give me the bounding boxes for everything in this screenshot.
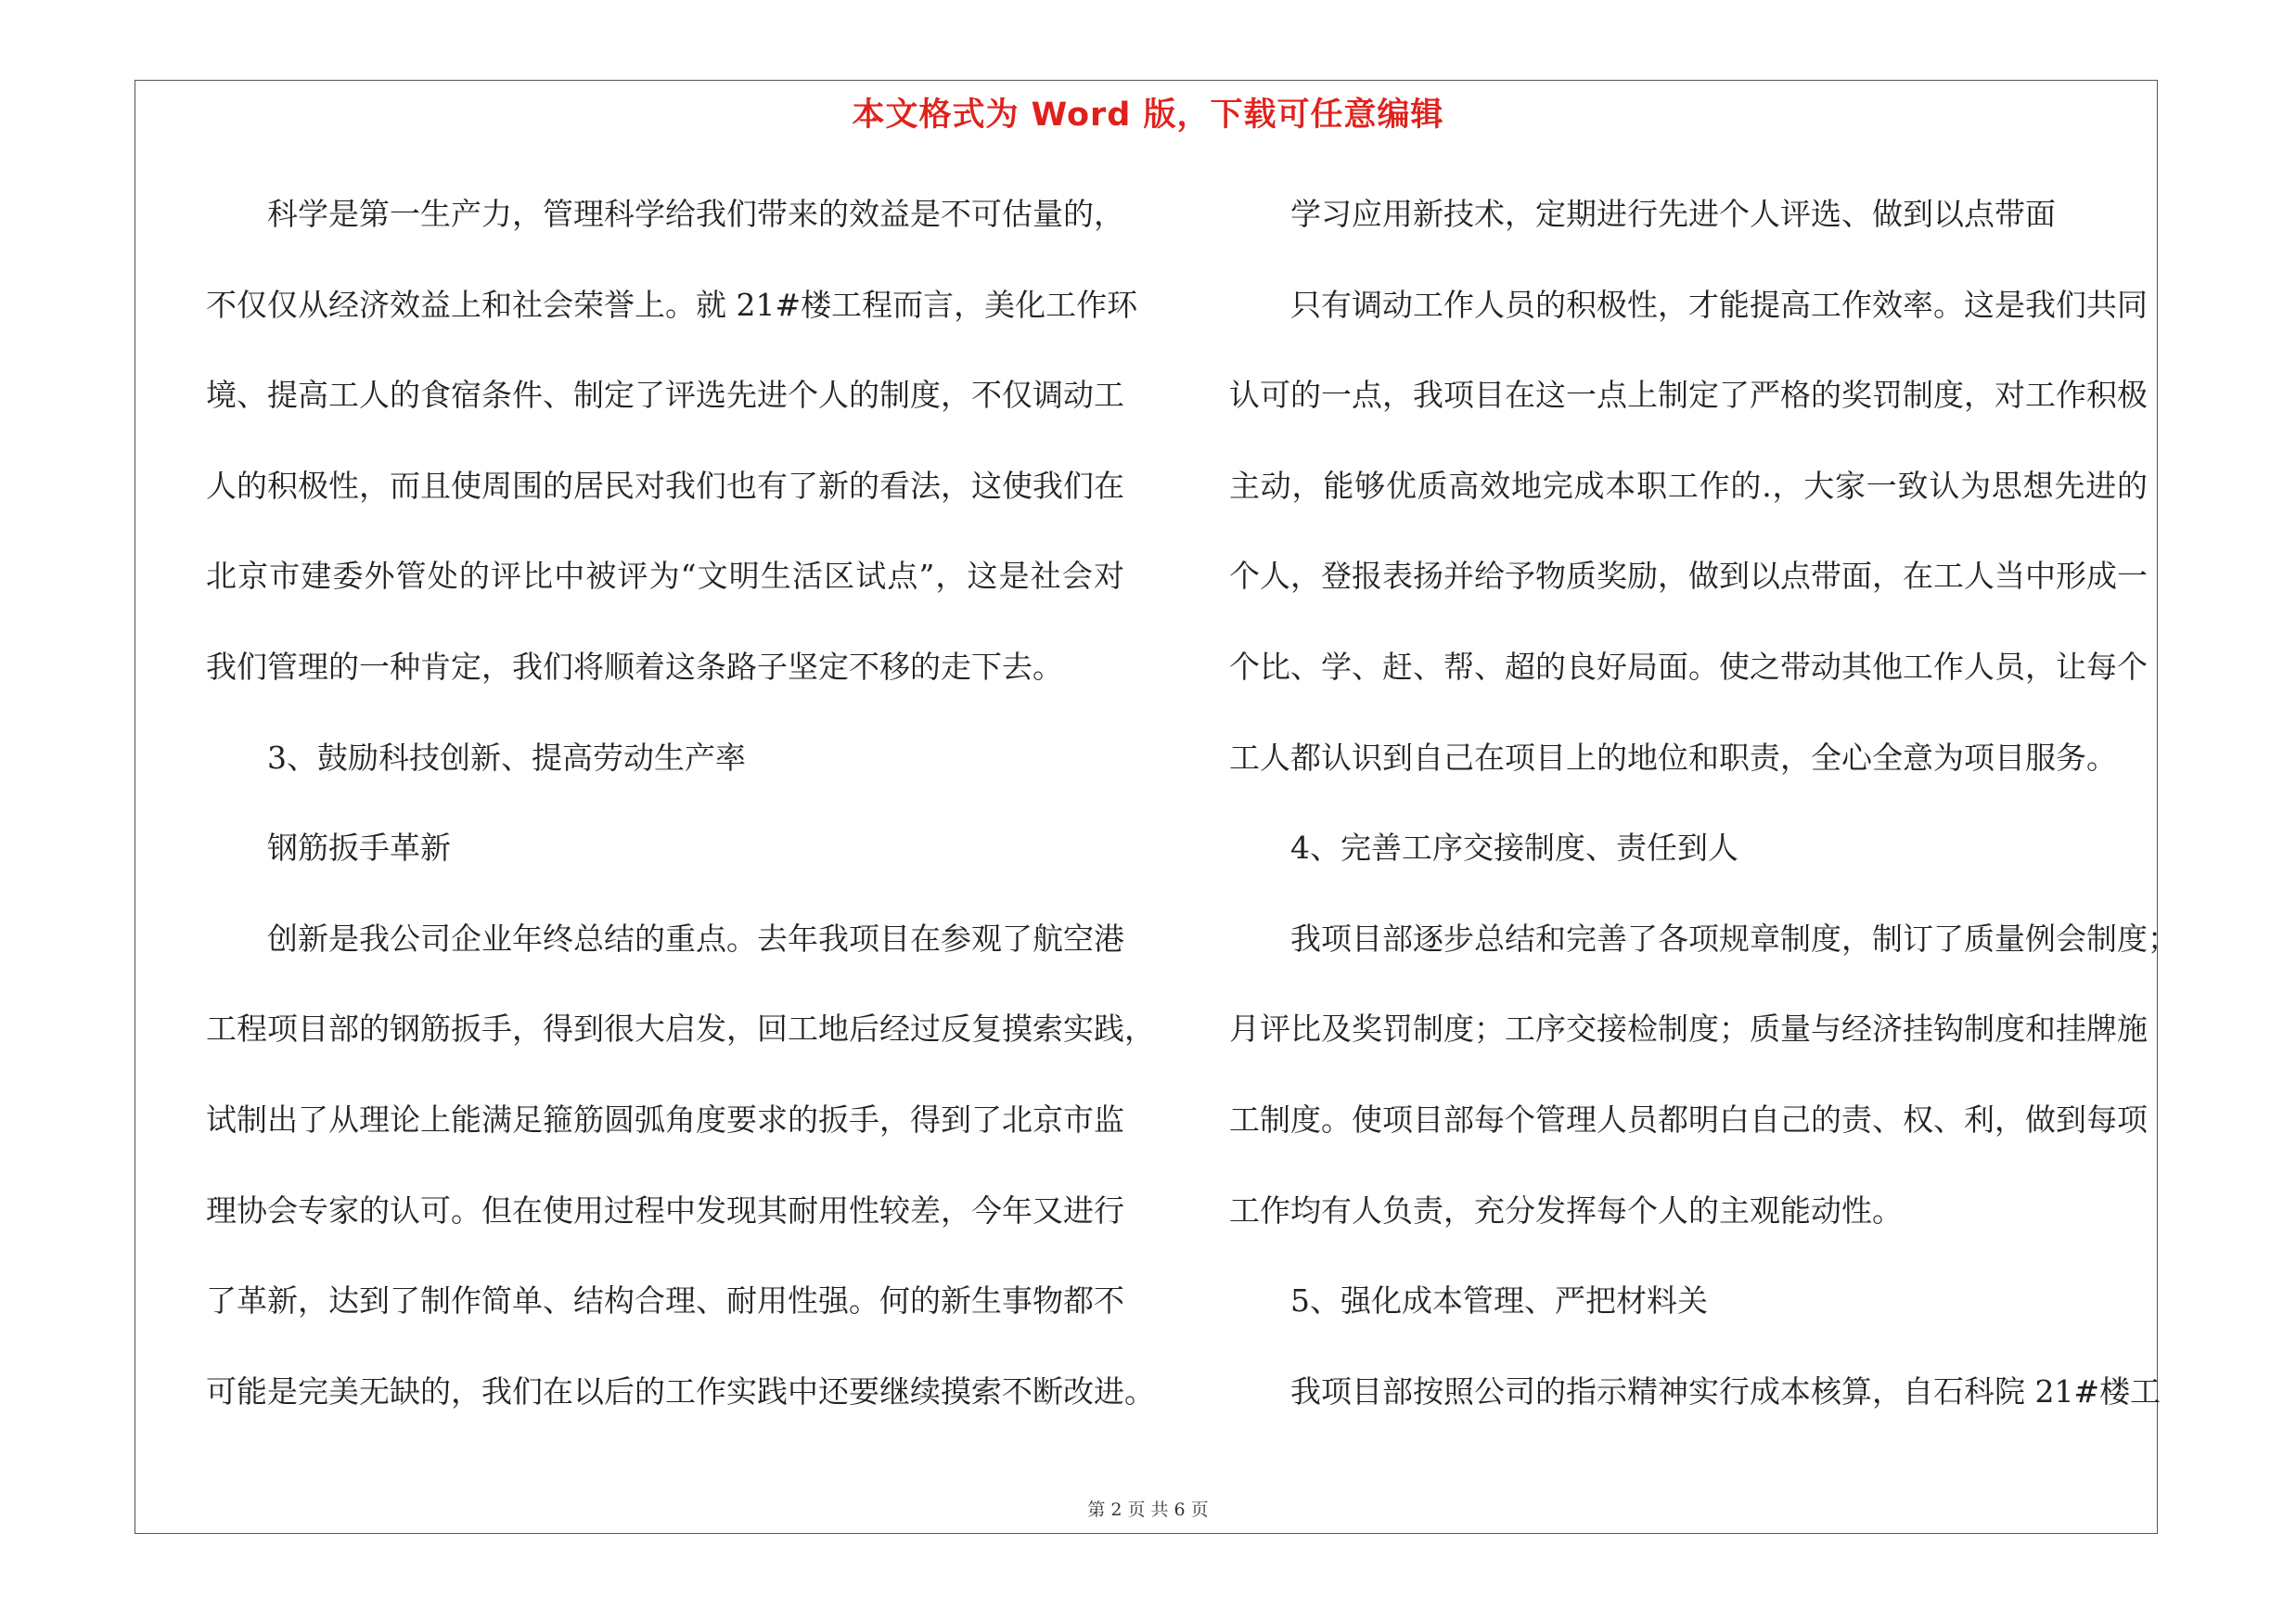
paragraph-line: 科学是第一生产力，管理科学给我们带来的效益是不可估量的， [267, 196, 1124, 232]
subheading: 学习应用新技术，定期进行先进个人评选、做到以点带面 [1290, 196, 2056, 232]
paragraph-line: 只有调动工作人员的积极性，才能提高工作效率。这是我们共同 [1290, 286, 2148, 323]
paragraph-line: 我项目部按照公司的指示精神实行成本核算，自石科院 21#楼工 [1290, 1372, 2161, 1410]
paragraph-line: 工人都认识到自己在项目上的地位和职责，全心全意为项目服务。 [1229, 739, 2117, 776]
paragraph-line: 境、提高工人的食宿条件、制定了评选先进个人的制度，不仅调动工 [206, 377, 1124, 414]
paragraph-line: 了革新，达到了制作简单、结构合理、耐用性强。何的新生事物都不 [206, 1282, 1124, 1320]
paragraph-line: 个比、学、赶、帮、超的良好局面。使之带动其他工作人员，让每个 [1229, 648, 2148, 685]
paragraph-line: 我项目部逐步总结和完善了各项规章制度，制订了质量例会制度； [1290, 920, 2178, 957]
paragraph-line: 试制出了从理论上能满足箍筋圆弧角度要求的扳手，得到了北京市监 [206, 1101, 1124, 1138]
paragraph-line: 认可的一点，我项目在这一点上制定了严格的奖罚制度，对工作积极 [1229, 377, 2148, 414]
paragraph-line: 工作均有人负责，充分发挥每个人的主观能动性。 [1229, 1191, 1903, 1229]
paragraph-line: 个人，登报表扬并给予物质奖励，做到以点带面，在工人当中形成一 [1229, 558, 2148, 595]
subheading: 钢筋扳手革新 [267, 830, 451, 867]
paragraph-line: 人的积极性，而且使周围的居民对我们也有了新的看法，这使我们在 [206, 467, 1124, 504]
page-number: 第 2 页 共 6 页 [1087, 1500, 1209, 1520]
section-heading: 4、完善工序交接制度、责任到人 [1290, 830, 1738, 867]
paragraph-line: 创新是我公司企业年终总结的重点。去年我项目在参观了航空港 [267, 920, 1124, 957]
right-column [1229, 182, 2178, 1449]
paragraph-line: 主动，能够优质高效地完成本职工作的.，大家一致认为思想先进的 [1229, 467, 2148, 504]
section-heading: 5、强化成本管理、严把材料关 [1290, 1282, 1708, 1320]
paragraph-line: 不仅仅从经济效益上和社会荣誉上。就 21#楼工程而言，美化工作环 [206, 286, 1138, 323]
paragraph-line: 工程项目部的钢筋扳手，得到很大启发，回工地后经过反复摸索实践， [206, 1011, 1155, 1048]
word-format-banner: 本文格式为 Word 版，下载可任意编辑 [852, 97, 1444, 134]
paragraph-line: 理协会专家的认可。但在使用过程中发现其耐用性较差，今年又进行 [206, 1191, 1124, 1229]
paragraph-line: 北京市建委外管处的评比中被评为“文明生活区试点”，这是社会对 [206, 558, 1124, 595]
paragraph-line: 工制度。使项目部每个管理人员都明白自己的责、权、利，做到每项 [1229, 1101, 2148, 1138]
section-heading: 3、鼓励科技创新、提高劳动生产率 [267, 739, 746, 776]
paragraph-line: 我们管理的一种肯定，我们将顺着这条路子坚定不移的走下去。 [206, 648, 1063, 685]
left-column [206, 182, 1155, 1449]
paragraph-line: 可能是完美无缺的，我们在以后的工作实践中还要继续摸索不断改进。 [206, 1372, 1155, 1410]
paragraph-line: 月评比及奖罚制度；工序交接检制度；质量与经济挂钩制度和挂牌施 [1229, 1011, 2148, 1048]
